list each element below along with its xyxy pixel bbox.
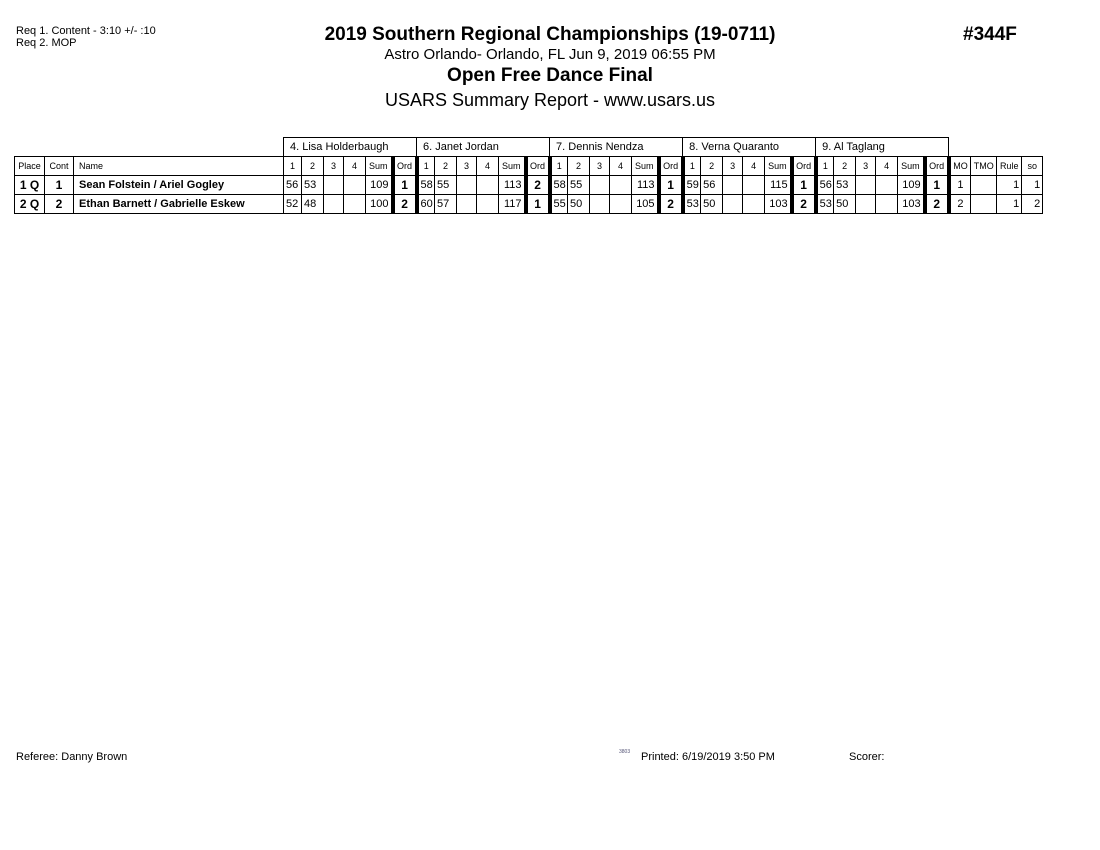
header-sum: Sum: [366, 157, 393, 176]
mo-value: 1: [949, 176, 971, 195]
judge-score: [856, 176, 876, 195]
judge-score: 56: [816, 176, 834, 195]
header-2: 2: [701, 157, 723, 176]
skater-names: Ethan Barnett / Gabrielle Eskew: [74, 195, 284, 214]
judge-score: [876, 176, 898, 195]
header-3: 3: [457, 157, 477, 176]
header-mo: MO: [949, 157, 971, 176]
so-value: 1: [1022, 176, 1043, 195]
rule-value: 1: [997, 176, 1022, 195]
blank: [949, 138, 1043, 157]
header-2: 2: [568, 157, 590, 176]
judge-score: [723, 176, 743, 195]
mo-value: 2: [949, 195, 971, 214]
header-sum: Sum: [765, 157, 792, 176]
results-table: [14, 137, 1043, 214]
judge-score: [457, 195, 477, 214]
judge-sum: 115: [765, 176, 792, 195]
judge-score: [477, 176, 499, 195]
judge-score: [610, 195, 632, 214]
header-4: 4: [743, 157, 765, 176]
header-1: 1: [550, 157, 568, 176]
scorer: Scorer:: [849, 751, 885, 763]
judge-score: 50: [701, 195, 723, 214]
judge-score: [590, 195, 610, 214]
header-rule: Rule: [997, 157, 1022, 176]
judge-score: [876, 195, 898, 214]
judge-sum: 113: [499, 176, 526, 195]
referee: Referee: Danny Brown: [16, 751, 128, 763]
judge-score: 50: [568, 195, 590, 214]
judge-score: 56: [284, 176, 302, 195]
rule-value: 1: [997, 195, 1022, 214]
judge-name: 7. Dennis Nendza: [550, 138, 683, 157]
column-header-row: [15, 157, 1043, 176]
judge-ordinal: 2: [925, 195, 949, 214]
header-ord: Ord: [925, 157, 949, 176]
venue-date: Astro Orlando- Orlando, FL Jun 9, 2019 06:55 PM: [384, 46, 716, 63]
judge-score: 53: [816, 195, 834, 214]
header-sum: Sum: [499, 157, 526, 176]
judge-sum: 103: [898, 195, 925, 214]
judge-score: 58: [550, 176, 568, 195]
skater-names: Sean Folstein / Ariel Gogley: [74, 176, 284, 195]
judge-sum: 100: [366, 195, 393, 214]
judge-score: [457, 176, 477, 195]
judge-score: [856, 195, 876, 214]
requirement-2: Req 2. MOP: [16, 37, 77, 49]
judge-sum: 103: [765, 195, 792, 214]
judge-score: 50: [834, 195, 856, 214]
judge-ordinal: 1: [925, 176, 949, 195]
header-4: 4: [344, 157, 366, 176]
footer-code: 3803: [619, 749, 631, 755]
judge-name: 8. Verna Quaranto: [683, 138, 816, 157]
header-ord: Ord: [792, 157, 816, 176]
place: 2 Q: [15, 195, 45, 214]
table-row: [15, 195, 1043, 214]
header-1: 1: [816, 157, 834, 176]
judge-score: 53: [834, 176, 856, 195]
judge-ordinal: 1: [526, 195, 550, 214]
judge-score: 55: [568, 176, 590, 195]
judge-score: 60: [417, 195, 435, 214]
header-2: 2: [435, 157, 457, 176]
judge-score: 58: [417, 176, 435, 195]
judge-ordinal: 2: [792, 195, 816, 214]
judge-name: 4. Lisa Holderbaugh: [284, 138, 417, 157]
judge-score: [743, 176, 765, 195]
printed-date: Printed: 6/19/2019 3:50 PM: [641, 751, 775, 763]
contestant-number: 1: [45, 176, 74, 195]
judge-score: 53: [302, 176, 324, 195]
header-ord: Ord: [526, 157, 550, 176]
contestant-number: 2: [45, 195, 74, 214]
judge-score: [723, 195, 743, 214]
judge-score: 59: [683, 176, 701, 195]
judge-score: 55: [550, 195, 568, 214]
header-3: 3: [324, 157, 344, 176]
judge-sum: 105: [632, 195, 659, 214]
header-place: Place: [15, 157, 45, 176]
judge-sum: 109: [366, 176, 393, 195]
table-row: [15, 176, 1043, 195]
event-number: #344F: [963, 24, 1017, 45]
header-sum: Sum: [632, 157, 659, 176]
header-4: 4: [610, 157, 632, 176]
judge-ordinal: 2: [393, 195, 417, 214]
judge-ordinal: 1: [659, 176, 683, 195]
header-ord: Ord: [393, 157, 417, 176]
tmo-value: [971, 176, 997, 195]
header-1: 1: [417, 157, 435, 176]
judge-score: [477, 195, 499, 214]
header-2: 2: [302, 157, 324, 176]
judge-sum: 113: [632, 176, 659, 195]
judge-score: 52: [284, 195, 302, 214]
header-1: 1: [683, 157, 701, 176]
judge-header-row: [15, 138, 1043, 157]
judge-score: [344, 176, 366, 195]
judge-score: 55: [435, 176, 457, 195]
judge-ordinal: 1: [792, 176, 816, 195]
judge-score: [743, 195, 765, 214]
judge-score: 57: [435, 195, 457, 214]
judge-score: [610, 176, 632, 195]
judge-score: [590, 176, 610, 195]
judge-score: [344, 195, 366, 214]
header-4: 4: [876, 157, 898, 176]
competition-title: 2019 Southern Regional Championships (19-0711): [324, 24, 776, 45]
header-2: 2: [834, 157, 856, 176]
header-3: 3: [856, 157, 876, 176]
header-so: so: [1022, 157, 1043, 176]
header-tmo: TMO: [971, 157, 997, 176]
judge-name: 6. Janet Jordan: [417, 138, 550, 157]
judge-sum: 117: [499, 195, 526, 214]
header-4: 4: [477, 157, 499, 176]
judge-sum: 109: [898, 176, 925, 195]
judge-score: [324, 195, 344, 214]
judge-score: 53: [683, 195, 701, 214]
judge-score: 48: [302, 195, 324, 214]
judge-name: 9. Al Taglang: [816, 138, 949, 157]
header-1: 1: [284, 157, 302, 176]
event-title: Open Free Dance Final: [447, 65, 653, 86]
tmo-value: [971, 195, 997, 214]
judge-score: 56: [701, 176, 723, 195]
header-3: 3: [590, 157, 610, 176]
header-3: 3: [723, 157, 743, 176]
header-ord: Ord: [659, 157, 683, 176]
judge-score: [324, 176, 344, 195]
place: 1 Q: [15, 176, 45, 195]
report-title: USARS Summary Report - www.usars.us: [384, 90, 716, 110]
blank: [15, 138, 284, 157]
judge-ordinal: 2: [526, 176, 550, 195]
header-name: Name: [74, 157, 284, 176]
so-value: 2: [1022, 195, 1043, 214]
judge-ordinal: 1: [393, 176, 417, 195]
header-cont: Cont: [45, 157, 74, 176]
judge-ordinal: 2: [659, 195, 683, 214]
requirement-1: Req 1. Content - 3:10 +/- :10: [16, 25, 156, 37]
header-sum: Sum: [898, 157, 925, 176]
